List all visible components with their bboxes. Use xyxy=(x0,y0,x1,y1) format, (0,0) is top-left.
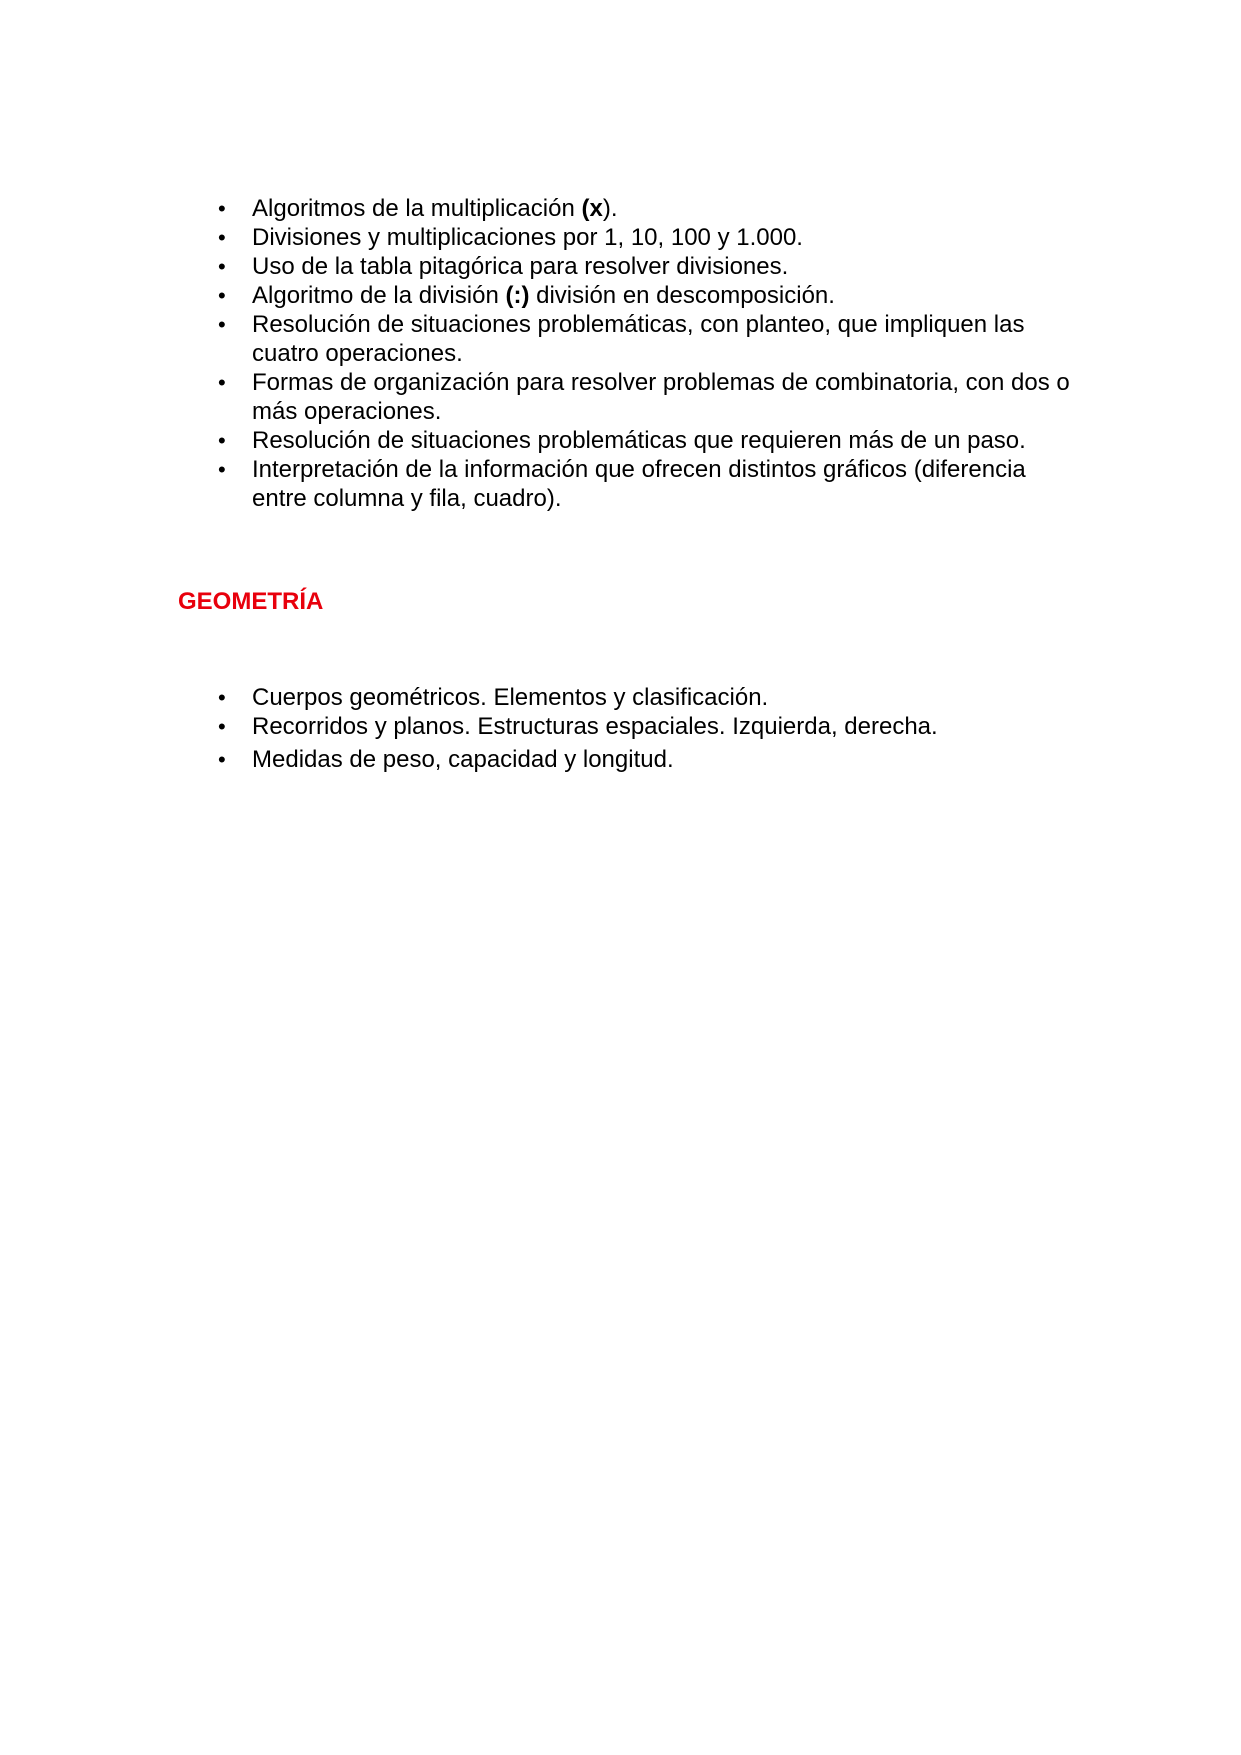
list-item-text-part: división en descomposición. xyxy=(529,282,835,309)
list-item-text-part: Algoritmo de la división xyxy=(252,282,506,309)
list-item xyxy=(218,310,1078,368)
bullet-icon: • xyxy=(218,747,226,772)
list-item xyxy=(218,455,1078,513)
list-item xyxy=(218,712,1078,741)
list-item xyxy=(218,194,1078,223)
list-item xyxy=(218,368,1078,426)
list-item xyxy=(218,223,1078,252)
list-item-text: Resolución de situaciones problemáticas que requieren más de un paso. xyxy=(252,427,1026,454)
list-item-text: Cuerpos geométricos. Elementos y clasificación. xyxy=(252,684,769,711)
list-item-text: Formas de organización para resolver problemas de combinatoria, con dos o más operaciones. xyxy=(252,369,1070,425)
bullet-icon: • xyxy=(218,428,226,453)
content-bullet-list xyxy=(218,194,1078,513)
bullet-icon: • xyxy=(218,283,226,308)
list-item-text: Divisiones y multiplicaciones por 1, 10, 100 y 1.000. xyxy=(252,224,803,251)
list-item-text: Interpretación de la información que ofrecen distintos gráficos (diferencia entre columna y fila, cuadro). xyxy=(252,456,1026,512)
list-item-bold-part: (:) xyxy=(505,282,530,309)
bullet-icon: • xyxy=(218,225,226,250)
bullet-icon: • xyxy=(218,254,226,279)
bullet-icon: • xyxy=(218,714,226,739)
list-item-bold-part: (x xyxy=(581,195,603,222)
section-heading-geometry: GEOMETRÍA xyxy=(178,588,324,615)
list-item xyxy=(218,252,1078,281)
bullet-icon: • xyxy=(218,370,226,395)
list-item-text-part: Algoritmos de la multiplicación xyxy=(252,195,582,222)
bullet-icon: • xyxy=(218,312,226,337)
geometry-bullet-list xyxy=(218,683,1078,774)
list-item-text: Uso de la tabla pitagórica para resolver divisiones. xyxy=(252,253,789,280)
bullet-icon: • xyxy=(218,196,226,221)
list-item xyxy=(218,683,1078,712)
list-item xyxy=(218,281,1078,310)
list-item-text: Recorridos y planos. Estructuras espaciales. Izquierda, derecha. xyxy=(252,713,938,740)
list-item-text: Medidas de peso, capacidad y longitud. xyxy=(252,746,674,773)
list-item xyxy=(218,426,1078,455)
list-item xyxy=(218,745,1078,774)
list-item-text: Resolución de situaciones problemáticas, con planteo, que impliquen las cuatro operaciones. xyxy=(252,311,1025,367)
bullet-icon: • xyxy=(218,685,226,710)
list-item-text-part: ). xyxy=(602,195,618,222)
bullet-icon: • xyxy=(218,457,226,482)
